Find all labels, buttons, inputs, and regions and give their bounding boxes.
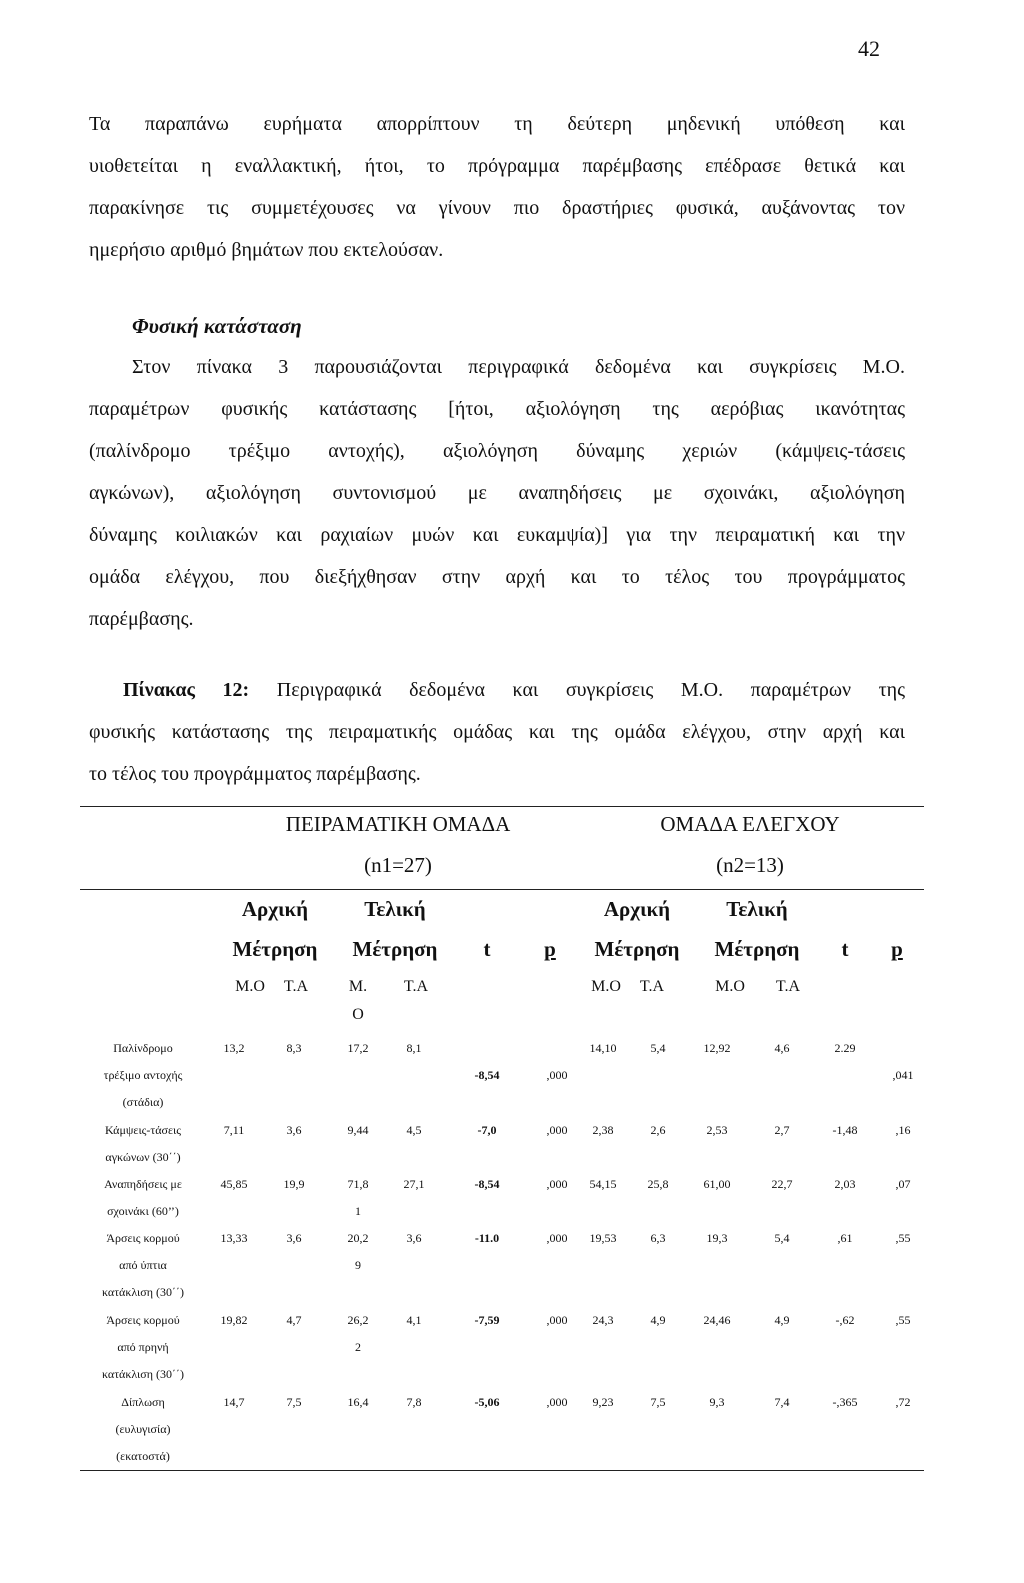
table-cell: 7,8 xyxy=(406,1395,422,1409)
group1-n: (n1=27) xyxy=(364,853,432,877)
table-cell: -8,54 xyxy=(474,1177,500,1191)
group2-final: Τελική xyxy=(726,897,788,921)
g1-initial-mean-header: Μ.Ο xyxy=(235,978,265,995)
table-cell: 3,6 xyxy=(406,1231,422,1245)
row-label: Κάμψεις-τάσεις xyxy=(104,1123,182,1137)
row-label: (στάδια) xyxy=(122,1095,164,1109)
row-label: (εκατοστά) xyxy=(116,1449,170,1463)
row-label: σχοινάκι (60’’) xyxy=(107,1204,179,1218)
table-cell: ,000 xyxy=(546,1123,568,1137)
intro-paragraph xyxy=(89,103,905,271)
row-label: Δίπλωση xyxy=(121,1395,165,1409)
table-cell: 5,4 xyxy=(650,1041,666,1055)
table-cell: -1,48 xyxy=(832,1123,858,1137)
g2-final-sd-header: Τ.Α xyxy=(775,978,801,995)
page-number: 42 xyxy=(858,36,880,61)
table-cell: 6,3 xyxy=(650,1231,666,1245)
table-cell: 20,2 xyxy=(347,1231,369,1245)
table-cell: 54,15 xyxy=(589,1177,617,1191)
table-cell: 4,5 xyxy=(406,1123,422,1137)
group1-final-measure: Μέτρηση xyxy=(352,937,438,961)
table-cell: 2.29 xyxy=(834,1041,856,1055)
row-label: Αναπηδήσεις με xyxy=(104,1177,182,1191)
table-cell: 4,9 xyxy=(650,1313,666,1327)
table-cell: -7,0 xyxy=(477,1123,497,1137)
caption-text: Περιγραφικά δεδομένα και συγκρίσεις Μ.Ο. παραμέτρων της xyxy=(249,679,905,701)
table-cell: 7,5 xyxy=(286,1395,302,1409)
table-cell: 4,1 xyxy=(406,1313,422,1327)
group2-final-measure: Μέτρηση xyxy=(714,937,800,961)
table-cell: 3,6 xyxy=(286,1231,302,1245)
table-cell: ,55 xyxy=(895,1231,911,1245)
table-cell: 19,53 xyxy=(589,1231,617,1245)
table-cell: 4,7 xyxy=(286,1313,302,1327)
table-cell: 3,6 xyxy=(286,1123,302,1137)
table-cell: 19,9 xyxy=(283,1177,305,1191)
table-cell: 27,1 xyxy=(403,1177,425,1191)
table-cell: 2,7 xyxy=(774,1123,790,1137)
table-cell: 9,44 xyxy=(347,1123,369,1137)
table-cell: 2,6 xyxy=(650,1123,666,1137)
caption-label: Πίνακας 12: xyxy=(123,679,250,701)
table-cell: ,000 xyxy=(546,1068,568,1082)
table-cell: 2,53 xyxy=(706,1123,728,1137)
group2-initial: Αρχική xyxy=(603,897,671,921)
group1-t-header: t xyxy=(483,937,491,961)
table-cell: 4,9 xyxy=(774,1313,790,1327)
g2-final-mean-header: Μ.Ο xyxy=(715,978,745,995)
row-label: Άρσεις κορμού xyxy=(106,1231,180,1245)
section-line: παραμέτρων φυσικής κατάστασης [ήτοι, αξιολόγηση της αερόβιας ικανότητας xyxy=(89,398,905,420)
group2-n: (n2=13) xyxy=(716,853,784,877)
group2-initial-measure: Μέτρηση xyxy=(594,937,680,961)
table-cell: ,000 xyxy=(546,1395,568,1409)
intro-line: Τα παραπάνω ευρήματα απορρίπτουν τη δεύτερη μηδενική υπόθεση και xyxy=(89,113,905,135)
table-header-rule xyxy=(80,889,924,890)
table-bottom-rule xyxy=(80,1470,924,1471)
table-cell: 8,3 xyxy=(286,1041,302,1055)
group1-final: Τελική xyxy=(364,897,426,921)
table-cell: 24,46 xyxy=(703,1313,731,1327)
g1-initial-sd-header: Τ.Α xyxy=(283,978,309,995)
table-caption xyxy=(89,669,905,795)
row-label: Παλίνδρομο xyxy=(113,1041,173,1055)
table-cell: -,62 xyxy=(835,1313,855,1327)
table-cell: 8,1 xyxy=(406,1041,422,1055)
table-cell: 9,23 xyxy=(592,1395,614,1409)
caption-line-1 xyxy=(89,669,905,711)
table-cell: ,07 xyxy=(895,1177,911,1191)
table-cell: 22,7 xyxy=(771,1177,793,1191)
section-line: (παλίνδρομο τρέξιμο αντοχής), αξιολόγηση δύναμης χεριών (κάμψεις-τάσεις xyxy=(89,440,905,462)
table-cell: ,000 xyxy=(546,1231,568,1245)
group1-title: ΠΕΙΡΑΜΑΤΙΚΗ ΟΜΑΔΑ xyxy=(285,812,511,836)
table-cell: 45,85 xyxy=(220,1177,248,1191)
table-cell: 25,8 xyxy=(647,1177,669,1191)
intro-line: ημερήσιο αριθμό βημάτων που εκτελούσαν. xyxy=(89,239,444,261)
table-cell: 4,6 xyxy=(774,1041,790,1055)
table-cell: -7,59 xyxy=(474,1313,500,1327)
row-label: τρέξιμο αντοχής xyxy=(103,1068,183,1082)
table-cell: 7,11 xyxy=(223,1123,245,1137)
row-label: κατάκλιση (30΄΄) xyxy=(101,1285,184,1299)
group2-t-header: t xyxy=(841,937,849,961)
table-cell: 9 xyxy=(355,1258,361,1272)
table-cell: 71,8 xyxy=(347,1177,369,1191)
group1-initial: Αρχική xyxy=(241,897,309,921)
caption-line-2: φυσικής κατάστασης της πειραματικής ομάδας και της ομάδα ελέγχου, στην αρχή και xyxy=(89,721,905,743)
row-label: από πρηνή xyxy=(117,1340,169,1354)
table-cell: 14,7 xyxy=(223,1395,245,1409)
section-paragraph xyxy=(89,346,905,640)
table-cell: 5,4 xyxy=(774,1231,790,1245)
section-line: ομάδα ελέγχου, που διεξήχθησαν στην αρχή και το τέλος του προγράμματος xyxy=(89,566,905,588)
row-label: Άρσεις κορμού xyxy=(106,1313,180,1327)
table-cell: 24,3 xyxy=(592,1313,614,1327)
table-cell: 19,3 xyxy=(706,1231,728,1245)
table-cell: ,000 xyxy=(546,1313,568,1327)
table-cell: -,365 xyxy=(832,1395,858,1409)
table-cell: 14,10 xyxy=(589,1041,617,1055)
table-cell: ,72 xyxy=(895,1395,911,1409)
table-cell: 2 xyxy=(355,1340,361,1354)
table-top-rule xyxy=(80,806,924,807)
g2-initial-mean-header: Μ.Ο xyxy=(591,978,621,995)
group2-p-header: p xyxy=(891,937,903,961)
table-cell: 19,82 xyxy=(220,1313,248,1327)
table-cell: 12,92 xyxy=(703,1041,731,1055)
intro-line: υιοθετείται η εναλλακτική, ήτοι, το πρόγραμμα παρέμβασης επέδρασε θετικά και xyxy=(89,155,905,177)
group1-initial-measure: Μέτρηση xyxy=(232,937,318,961)
row-label: αγκώνων (30΄΄) xyxy=(105,1150,181,1164)
table-cell: 7,4 xyxy=(774,1395,790,1409)
table-cell: 9,3 xyxy=(709,1395,725,1409)
table-cell: 7,5 xyxy=(650,1395,666,1409)
g1-final-mean-header: Μ. xyxy=(348,978,368,995)
section-line: αγκώνων), αξιολόγηση συντονισμού με αναπηδήσεις με σχοινάκι, αξιολόγηση xyxy=(89,482,905,504)
table-cell: 2,03 xyxy=(834,1177,856,1191)
row-label: (ευλυγισία) xyxy=(115,1422,171,1436)
table-cell: 2,38 xyxy=(592,1123,614,1137)
table-cell: ,16 xyxy=(895,1123,911,1137)
table-cell: -5,06 xyxy=(474,1395,500,1409)
table-cell: 61,00 xyxy=(703,1177,731,1191)
section-line: δύναμης κοιλιακών και ραχιαίων μυών και ευκαμψία)] για την πειραματική και την xyxy=(89,524,905,546)
table-cell: 13,33 xyxy=(220,1231,248,1245)
intro-line: παρακίνησε τις συμμετέχουσες να γίνουν πιο δραστήριες φυσικά, αυξάνοντας τον xyxy=(89,197,905,219)
row-label: από ύπτια xyxy=(119,1258,167,1272)
table-cell: ,61 xyxy=(837,1231,853,1245)
g1-final-mean-header-o: Ο xyxy=(352,1006,364,1023)
table-cell: ,000 xyxy=(546,1177,568,1191)
table-cell: 13,2 xyxy=(223,1041,245,1055)
group1-p-header: p xyxy=(544,937,556,961)
table-cell: ,55 xyxy=(895,1313,911,1327)
group2-title: ΟΜΑΔΑ ΕΛΕΓΧΟΥ xyxy=(660,812,840,836)
section-heading: Φυσική κατάσταση xyxy=(132,314,302,338)
table-cell: 26,2 xyxy=(347,1313,369,1327)
caption-line-3: το τέλος του προγράμματος παρέμβασης. xyxy=(89,763,421,785)
section-line: Στον πίνακα 3 παρουσιάζονται περιγραφικά δεδομένα και συγκρίσεις Μ.Ο. xyxy=(132,356,905,378)
g2-initial-sd-header: Τ.Α xyxy=(639,978,665,995)
table-cell: -11.0 xyxy=(474,1231,500,1245)
table-cell: -8,54 xyxy=(474,1068,500,1082)
g1-final-sd-header: Τ.Α xyxy=(403,978,429,995)
table-cell: 16,4 xyxy=(347,1395,369,1409)
table-cell: 1 xyxy=(355,1204,361,1218)
table-cell: 17,2 xyxy=(347,1041,369,1055)
section-line: παρέμβασης. xyxy=(89,608,194,630)
table-cell: ,041 xyxy=(892,1068,914,1082)
row-label: κατάκλιση (30΄΄) xyxy=(101,1367,184,1381)
